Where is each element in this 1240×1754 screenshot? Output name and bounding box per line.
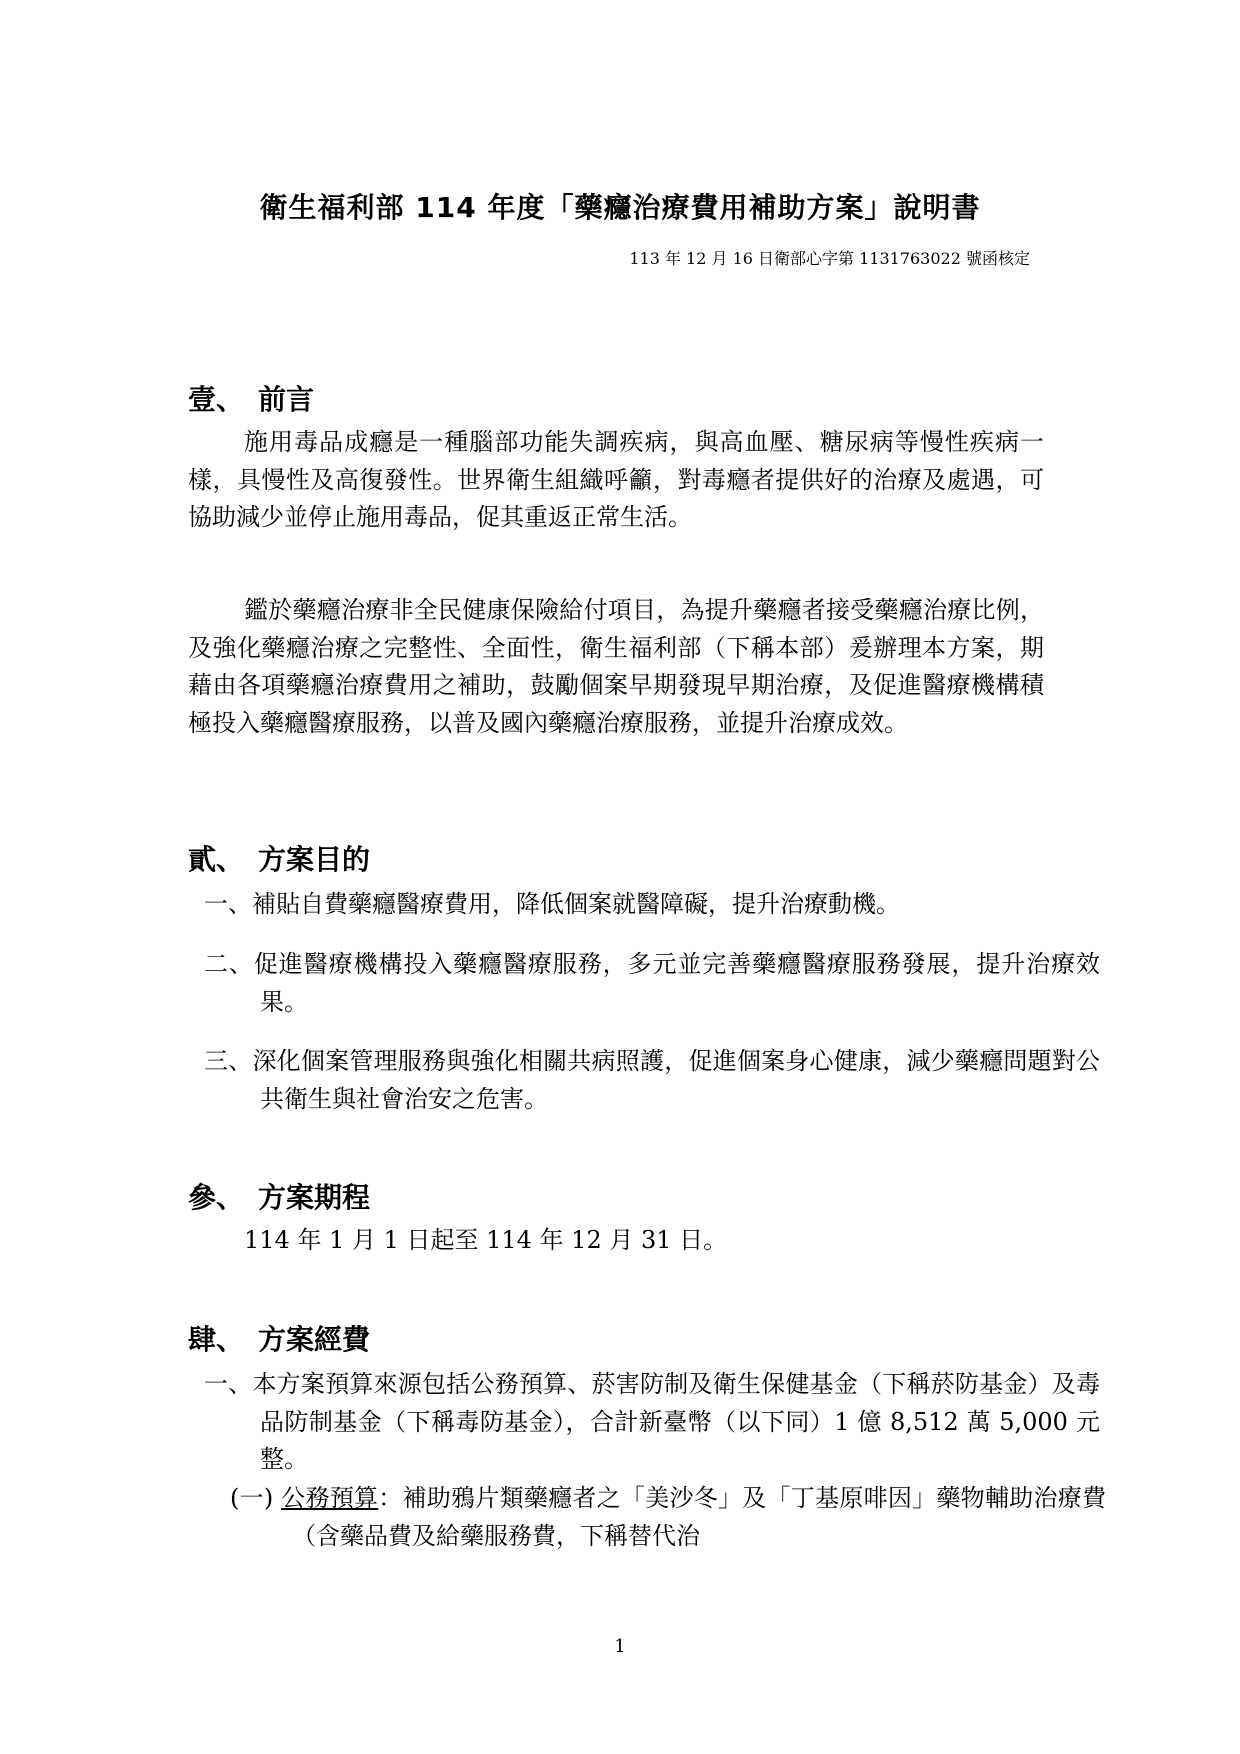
section-number: 貳、 xyxy=(188,843,245,876)
section-title: 方案期程 xyxy=(258,1181,371,1214)
approval-note: 113 年 12 月 16 日衛部心字第 1131763022 號函核定 xyxy=(629,249,1030,268)
section-number: 參、 xyxy=(188,1181,245,1214)
page-number: 1 xyxy=(614,1636,626,1657)
section-heading-1 xyxy=(188,378,314,418)
section-title: 方案經費 xyxy=(258,1323,371,1356)
paragraph: 114 年 1 月 1 日起至 114 年 12 月 31 日。 xyxy=(244,1226,728,1254)
sub-item-marker: (一) xyxy=(230,1484,282,1512)
document-title: 衛生福利部 114 年度「藥癮治療費用補助方案」說明書 xyxy=(259,191,981,224)
list-item: 一、本方案預算來源包括公務預算、菸害防制及衛生保健基金（下稱菸防基金）及毒品防制基金（下稱毒防基金），合計新臺幣（以下同）1 億 8,512 萬 5,000 元整。 xyxy=(204,1370,1100,1473)
sub-list-item xyxy=(230,1480,1106,1555)
paragraph: 鑑於藥癮治療非全民健康保險給付項目，為提升藥癮者接受藥癮治療比例，及強化藥癮治療之完整性、全面性，衛生福利部（下稱本部）爰辦理本方案，期藉由各項藥癮治療費用之補助，鼓勵個案早期發現早期治療，及促進醫療機構積極投入藥癮醫療服務，以普及國內藥癮治療服務，並提升治療成效。 xyxy=(188,596,1044,737)
underlined-term: 公務預算 xyxy=(281,1484,379,1512)
section-number: 壹、 xyxy=(188,383,245,416)
section-heading-4 xyxy=(188,1318,370,1358)
section-heading-3 xyxy=(188,1176,370,1216)
section-number: 肆、 xyxy=(188,1323,245,1356)
section-heading-2 xyxy=(188,838,370,878)
list-item: 一、補貼自費藥癮醫療費用，降低個案就醫障礙，提升治療動機。 xyxy=(204,890,900,918)
list-item: 三、深化個案管理服務與強化相關共病照護，促進個案身心健康，減少藥癮問題對公共衛生與社會治安之危害。 xyxy=(204,1047,1100,1113)
section-title: 前言 xyxy=(258,383,315,416)
sub-item-text: ：補助鴉片類藥癮者之「美沙冬」及「丁基原啡因」藥物輔助治療費（含藥品費及給藥服務費，下稱替代治 xyxy=(292,1484,1107,1550)
paragraph: 施用毒品成癮是一種腦部功能失調疾病，與高血壓、糖尿病等慢性疾病一樣，具慢性及高復發性。世界衛生組織呼籲，對毒癮者提供好的治療及處遇，可協助減少並停止施用毒品，促其重返正常生活。 xyxy=(188,428,1044,531)
list-item: 二、促進醫療機構投入藥癮醫療服務，多元並完善藥癮醫療服務發展，提升治療效果。 xyxy=(204,950,1100,1016)
section-title: 方案目的 xyxy=(258,843,371,876)
